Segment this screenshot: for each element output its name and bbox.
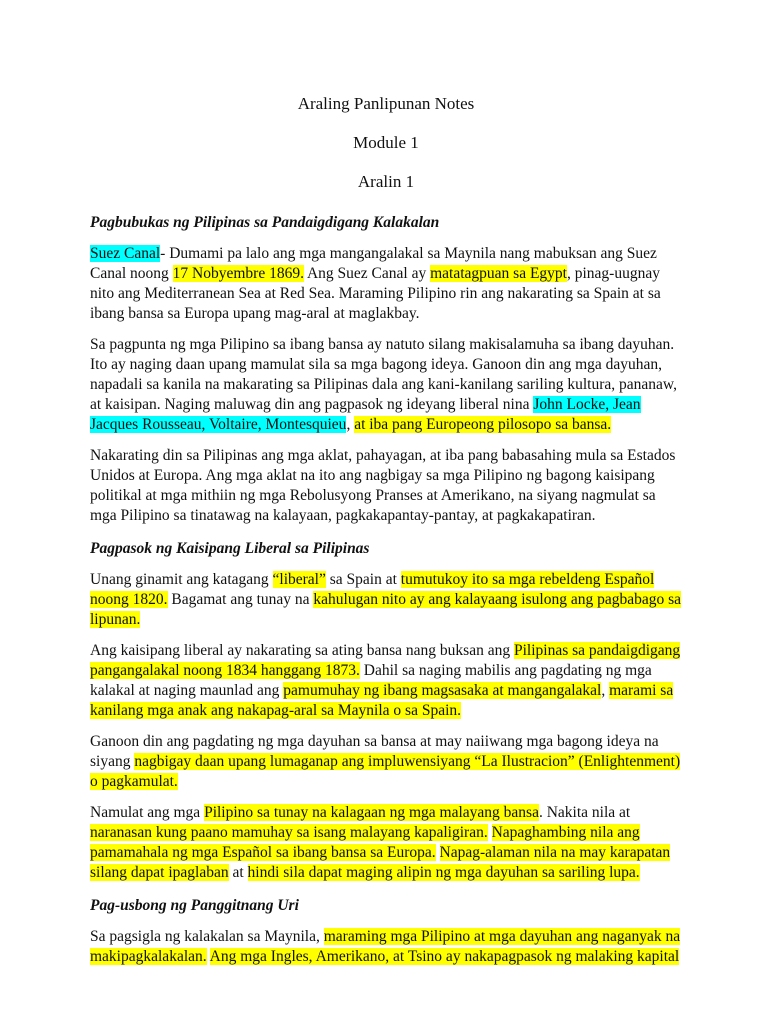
highlighted-text: Suez Canal	[90, 245, 161, 262]
section-heading: Pag-usbong ng Panggitnang Uri	[90, 897, 299, 914]
highlighted-text: hindi sila dapat maging alipin ng mga dayuhan sa sariling lupa.	[247, 864, 640, 881]
text-run: Namulat ang mga	[90, 804, 205, 821]
highlighted-text: Napag-alaman nila na may karapatan silang dapat ipaglaban	[90, 844, 671, 881]
highlighted-text: naranasan kung paano mamuhay sa isang malayang kapaligiran.	[90, 824, 488, 841]
text-run: - Dumami pa lalo ang mga mangangalakal sa Maynila nang mabuksan ang Suez Canal noong	[90, 245, 657, 282]
section-heading: Pagbubukas ng Pilipinas sa Pandaigdigang Kalakalan	[90, 214, 440, 231]
paragraph	[90, 244, 682, 324]
highlighted-text: at iba pang Europeong pilosopo sa bansa.	[354, 416, 612, 433]
text-run: Ganoon din ang pagdating ng mga dayuhan sa bansa at may naiiwang mga bagong ideya na siyang	[90, 733, 659, 770]
highlighted-text: Ang mga Ingles, Amerikano, at Tsino ay nakapagpasok ng malaking kapital	[209, 948, 680, 965]
paragraph	[90, 927, 682, 967]
text-run: ,	[601, 682, 610, 699]
text-run: , pinag-uugnay nito ang Mediterranean Sea at Red Sea. Maraming Pilipino rin ang nakarating sa Spain at sa ibang bansa sa Europa upang mag-aral at maglakbay.	[90, 265, 661, 322]
highlighted-text: tumutukoy ito sa mga rebeldeng Español noong 1820.	[90, 571, 655, 608]
highlighted-text: matatagpuan sa Egypt	[430, 265, 567, 282]
text-run: Dahil sa naging mabilis ang pagdating ng mga kalakal at naging maunlad ang	[90, 662, 652, 699]
highlighted-text: nagbigay daan upang lumaganap ang impluwensiyang “La Ilustracion” (Enlightenment) o pagkamulat.	[90, 753, 681, 790]
text-run: ,	[346, 416, 355, 433]
highlighted-text: kahulugan nito ay ang kalayaang isulong ang pagbabago sa lipunan.	[90, 591, 682, 628]
highlighted-text: Napaghambing nila ang pamamahala ng mga Español sa ibang bansa sa Europa.	[90, 824, 640, 861]
paragraph	[90, 641, 682, 721]
highlighted-text: 17 Nobyembre 1869.	[172, 265, 304, 282]
paragraph	[90, 803, 682, 883]
text-run	[488, 824, 492, 841]
module-title: Module 1	[353, 133, 419, 152]
text-run: Ang Suez Canal ay	[303, 265, 431, 282]
text-run: Ang kaisipang liberal ay nakarating sa ating bansa nang buksan ang	[90, 642, 514, 659]
document-title: Araling Panlipunan Notes	[297, 94, 475, 113]
document-body	[90, 213, 682, 967]
paragraph	[90, 446, 682, 526]
text-run: Bagamat ang tunay na	[167, 591, 314, 608]
text-run	[436, 844, 440, 861]
lesson-title: Aralin 1	[357, 172, 415, 191]
text-run: Unang ginamit ang katagang	[90, 571, 273, 588]
text-run: Sa pagpunta ng mga Pilipino sa ibang bansa ay natuto silang makisalamuha sa ibang dayuhan. Ito ay naging daan upang mamulat sila sa mga bagong ideya. Ganoon din ang mga dayuhan, napadali sa kanila na makarating sa Pilipinas dala ang kani-kanilang sariling kultura, pananaw, at kaisipan. Naging maluwag din ang pagpasok ng ideyang liberal nina	[90, 336, 677, 413]
paragraph	[90, 570, 682, 630]
text-run: Sa pagsigla ng kalakalan sa Maynila,	[90, 928, 324, 945]
paragraph	[90, 732, 682, 792]
highlighted-text: Pilipino sa tunay na kalagaan ng mga malayang bansa	[204, 804, 539, 821]
text-run: at	[228, 864, 248, 881]
highlighted-text: pamumuhay ng ibang magsasaka at mangangalakal	[283, 682, 602, 699]
text-run: . Nakita nila at	[538, 804, 631, 821]
highlighted-text: maraming mga Pilipino at mga dayuhan ang naganyak na makipagkalakalan.	[90, 928, 681, 965]
highlighted-text: “liberal”	[272, 571, 326, 588]
text-run: sa Spain at	[325, 571, 401, 588]
paragraph	[90, 335, 682, 435]
highlighted-text: John Locke, Jean Jacques Rousseau, Voltaire, Montesquieu	[90, 396, 641, 433]
text-run: Nakarating din sa Pilipinas ang mga aklat, pahayagan, at iba pang babasahing mula sa Estados Unidos at Europa. Ang mga aklat na ito ang nagbigay sa mga Pilipino ng bagong kaisipang politikal at mga mithiin ng mga Rebolusyong Pranses at Amerikano, na siyang nagmulat sa mga Pilipino sa tinatawag na kalayaan, pagkakapantay-pantay, at pagkakapatiran.	[90, 447, 676, 524]
section-heading: Pagpasok ng Kaisipang Liberal sa Pilipinas	[90, 540, 370, 557]
highlighted-text: Pilipinas sa pandaigdigang pangangalakal noong 1834 hanggang 1873.	[90, 642, 681, 679]
highlighted-text: marami sa kanilang mga anak ang nakapag-aral sa Maynila o sa Spain.	[90, 682, 674, 719]
